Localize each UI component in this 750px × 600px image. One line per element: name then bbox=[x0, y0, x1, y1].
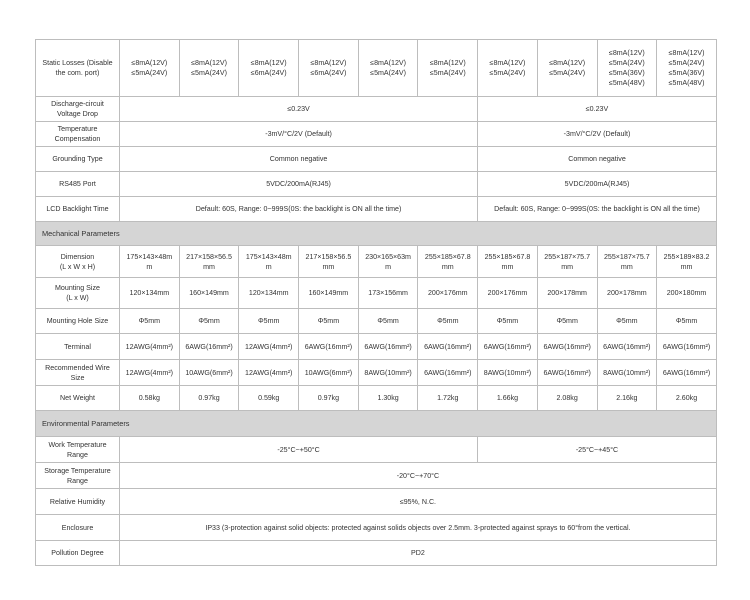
row-discharge-voltage-drop bbox=[36, 97, 717, 122]
value-cell: ≤95%, N.C. bbox=[120, 489, 717, 515]
value-cell: Φ5mm bbox=[179, 309, 239, 334]
value-cell: 6AWG(16mm²) bbox=[597, 334, 657, 360]
row-label: Terminal bbox=[36, 334, 120, 360]
value-cell: ≤8mA(12V) ≤5mA(24V) bbox=[179, 40, 239, 97]
value-cell: 175×143×48m m bbox=[120, 246, 180, 278]
value-cell: 10AWG(6mm²) bbox=[179, 360, 239, 386]
value-cell: Φ5mm bbox=[597, 309, 657, 334]
row-enclosure bbox=[36, 515, 717, 541]
value-cell: ≤8mA(12V) ≤5mA(24V) bbox=[478, 40, 538, 97]
value-cell: 200×180mm bbox=[657, 278, 717, 309]
row-label: Mounting Size (L x W) bbox=[36, 278, 120, 309]
value-cell: 1.30kg bbox=[358, 386, 418, 411]
value-cell: ≤8mA(12V) ≤6mA(24V) bbox=[239, 40, 299, 97]
value-cell-left: Default: 60S, Range: 0~999S(0S: the backlight is ON all the time) bbox=[120, 197, 478, 222]
row-label: Net Weight bbox=[36, 386, 120, 411]
value-cell: 6AWG(16mm²) bbox=[418, 334, 478, 360]
value-cell: ≤8mA(12V) ≤5mA(24V) bbox=[358, 40, 418, 97]
value-cell-right: -3mV/°C/2V (Default) bbox=[478, 122, 717, 147]
row-grounding-type bbox=[36, 147, 717, 172]
value-cell-right: -25°C~+45°C bbox=[478, 437, 717, 463]
value-cell: 255×189×83.2 mm bbox=[657, 246, 717, 278]
value-cell: 200×178mm bbox=[597, 278, 657, 309]
row-pollution-degree bbox=[36, 541, 717, 566]
row-mounting-size bbox=[36, 278, 717, 309]
value-cell-right: 5VDC/200mA(RJ45) bbox=[478, 172, 717, 197]
row-work-temperature bbox=[36, 437, 717, 463]
row-rs485-port bbox=[36, 172, 717, 197]
row-label: Recommended Wire Size bbox=[36, 360, 120, 386]
value-cell: Φ5mm bbox=[120, 309, 180, 334]
value-cell: 160×149mm bbox=[179, 278, 239, 309]
row-label: Work Temperature Range bbox=[36, 437, 120, 463]
section-title: Environmental Parameters bbox=[36, 411, 717, 437]
row-label: Static Losses (Disable the com. port) bbox=[36, 40, 120, 97]
row-label: Temperature Compensation bbox=[36, 122, 120, 147]
row-temperature-compensation bbox=[36, 122, 717, 147]
section-title: Mechanical Parameters bbox=[36, 222, 717, 246]
value-cell: 200×176mm bbox=[478, 278, 538, 309]
value-cell: 12AWG(4mm²) bbox=[120, 334, 180, 360]
value-cell: 255×187×75.7 mm bbox=[597, 246, 657, 278]
row-relative-humidity bbox=[36, 489, 717, 515]
value-cell: ≤8mA(12V) ≤5mA(24V) bbox=[120, 40, 180, 97]
row-terminal bbox=[36, 334, 717, 360]
value-cell: 255×187×75.7 mm bbox=[537, 246, 597, 278]
row-static-losses bbox=[36, 40, 717, 97]
row-label: Storage Temperature Range bbox=[36, 463, 120, 489]
value-cell: 2.08kg bbox=[537, 386, 597, 411]
value-cell: 8AWG(10mm²) bbox=[597, 360, 657, 386]
value-cell: 6AWG(16mm²) bbox=[358, 334, 418, 360]
row-lcd-backlight-time bbox=[36, 197, 717, 222]
value-cell: 255×185×67.8 mm bbox=[418, 246, 478, 278]
value-cell-left: 5VDC/200mA(RJ45) bbox=[120, 172, 478, 197]
value-cell: 12AWG(4mm²) bbox=[239, 334, 299, 360]
row-storage-temperature bbox=[36, 463, 717, 489]
value-cell-left: -25°C~+50°C bbox=[120, 437, 478, 463]
value-cell: 217×158×56.5 mm bbox=[299, 246, 359, 278]
value-cell: ≤8mA(12V) ≤5mA(24V) ≤5mA(36V) ≤5mA(48V) bbox=[657, 40, 717, 97]
value-cell: 120×134mm bbox=[120, 278, 180, 309]
row-dimension bbox=[36, 246, 717, 278]
value-cell: 0.58kg bbox=[120, 386, 180, 411]
row-label: Relative Humidity bbox=[36, 489, 120, 515]
row-label: Discharge-circuit Voltage Drop bbox=[36, 97, 120, 122]
value-cell: 6AWG(16mm²) bbox=[179, 334, 239, 360]
value-cell: 8AWG(10mm²) bbox=[478, 360, 538, 386]
value-cell: 6AWG(16mm²) bbox=[657, 334, 717, 360]
value-cell: 10AWG(6mm²) bbox=[299, 360, 359, 386]
value-cell-left: -3mV/°C/2V (Default) bbox=[120, 122, 478, 147]
value-cell: Φ5mm bbox=[418, 309, 478, 334]
value-cell: Φ5mm bbox=[299, 309, 359, 334]
value-cell: 200×178mm bbox=[537, 278, 597, 309]
value-cell: 12AWG(4mm²) bbox=[120, 360, 180, 386]
value-cell: 6AWG(16mm²) bbox=[418, 360, 478, 386]
value-cell: Φ5mm bbox=[239, 309, 299, 334]
value-cell: 255×185×67.8 mm bbox=[478, 246, 538, 278]
value-cell: 200×176mm bbox=[418, 278, 478, 309]
value-cell-right: Common negative bbox=[478, 147, 717, 172]
value-cell-left: ≤0.23V bbox=[120, 97, 478, 122]
row-label: LCD Backlight Time bbox=[36, 197, 120, 222]
value-cell: ≤8mA(12V) ≤5mA(24V) bbox=[537, 40, 597, 97]
section-mechanical-parameters bbox=[36, 222, 717, 246]
value-cell: 230×165×63m m bbox=[358, 246, 418, 278]
value-cell: Φ5mm bbox=[657, 309, 717, 334]
value-cell: 0.97kg bbox=[299, 386, 359, 411]
row-label: Dimension (L x W x H) bbox=[36, 246, 120, 278]
value-cell: PD2 bbox=[120, 541, 717, 566]
row-label: Enclosure bbox=[36, 515, 120, 541]
value-cell: ≤8mA(12V) ≤5mA(24V) bbox=[418, 40, 478, 97]
value-cell: Φ5mm bbox=[537, 309, 597, 334]
value-cell: IP33 (3-protection against solid objects: protected against solids objects over 2.5mm. 3-protected against sprays to 60°from the vertical. bbox=[120, 515, 717, 541]
section-environmental-parameters bbox=[36, 411, 717, 437]
value-cell-left: Common negative bbox=[120, 147, 478, 172]
value-cell: 175×143×48m m bbox=[239, 246, 299, 278]
row-recommended-wire-size bbox=[36, 360, 717, 386]
value-cell: 12AWG(4mm²) bbox=[239, 360, 299, 386]
value-cell: Φ5mm bbox=[478, 309, 538, 334]
value-cell: 1.72kg bbox=[418, 386, 478, 411]
value-cell: 6AWG(16mm²) bbox=[537, 360, 597, 386]
value-cell: 173×156mm bbox=[358, 278, 418, 309]
row-label: Mounting Hole Size bbox=[36, 309, 120, 334]
value-cell: 217×158×56.5 mm bbox=[179, 246, 239, 278]
value-cell: 6AWG(16mm²) bbox=[657, 360, 717, 386]
value-cell: 6AWG(16mm²) bbox=[478, 334, 538, 360]
value-cell-right: Default: 60S, Range: 0~999S(0S: the backlight is ON all the time) bbox=[478, 197, 717, 222]
value-cell: 1.66kg bbox=[478, 386, 538, 411]
value-cell: 0.59kg bbox=[239, 386, 299, 411]
value-cell-right: ≤0.23V bbox=[478, 97, 717, 122]
value-cell: 6AWG(16mm²) bbox=[299, 334, 359, 360]
value-cell: 6AWG(16mm²) bbox=[537, 334, 597, 360]
row-label: RS485 Port bbox=[36, 172, 120, 197]
row-net-weight bbox=[36, 386, 717, 411]
value-cell: Φ5mm bbox=[358, 309, 418, 334]
value-cell: 120×134mm bbox=[239, 278, 299, 309]
row-label: Grounding Type bbox=[36, 147, 120, 172]
row-label: Pollution Degree bbox=[36, 541, 120, 566]
value-cell: -20°C~+70°C bbox=[120, 463, 717, 489]
row-mounting-hole-size bbox=[36, 309, 717, 334]
value-cell: 8AWG(10mm²) bbox=[358, 360, 418, 386]
value-cell: ≤8mA(12V) ≤5mA(24V) ≤5mA(36V) ≤5mA(48V) bbox=[597, 40, 657, 97]
spec-table bbox=[35, 39, 717, 566]
value-cell: 0.97kg bbox=[179, 386, 239, 411]
value-cell: 2.16kg bbox=[597, 386, 657, 411]
value-cell: 160×149mm bbox=[299, 278, 359, 309]
value-cell: ≤8mA(12V) ≤6mA(24V) bbox=[299, 40, 359, 97]
value-cell: 2.60kg bbox=[657, 386, 717, 411]
